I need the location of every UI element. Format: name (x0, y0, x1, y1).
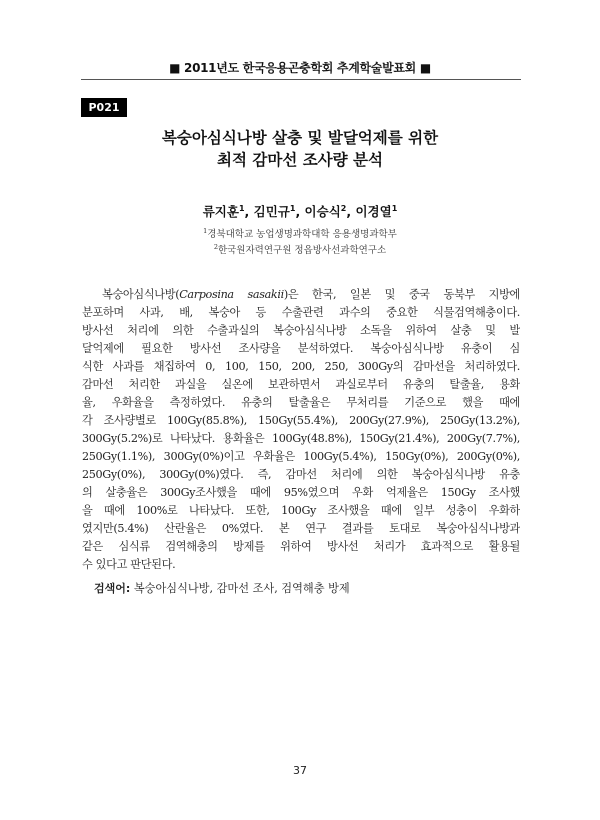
abstract-line: 율, 우화율을 측정하였다. 유충의 탈출율은 무처리를 기준으로 했을 때에 (82, 396, 520, 409)
running-header: ■ 2011년도 한국응용곤충학회 추계학술발표회 ■ (169, 61, 431, 75)
author-name: 류지훈 (202, 204, 239, 219)
author-affiliation-mark: 1 (238, 204, 245, 213)
abstract-line: 을 때에 100%로 나타났다. 또한, 100Gy 조사했을 때에 일부 성충이 우화하 (82, 504, 520, 517)
abstract-line: 300Gy(5.2%)로 나타났다. 용화율은 100Gy(48.8%), 150Gy(21.4%), 200Gy(7.7%), (82, 432, 520, 445)
abstract-line: 감마선 처리한 과실을 실온에 보관하면서 과실로부터 유충의 탈출율, 용화 (82, 378, 520, 391)
affiliation-line (0, 241, 600, 257)
keywords (94, 580, 524, 598)
affiliation-text: 경북대학교 농업생명과학대학 응용생명과학부 (207, 229, 397, 240)
title-line: 최적 감마선 조사량 분석 (217, 151, 383, 169)
abstract-line: 같은 심식류 검역해충의 방제를 위하여 방사선 처리가 효과적으로 활용될 (82, 540, 520, 553)
abstract-line: 분포하며 사과, 배, 복숭아 등 수출관련 과수의 중요한 식물검역해충이다. (82, 306, 520, 319)
title-line: 복숭아심식나방 살충 및 발달억제를 위한 (161, 129, 439, 147)
abstract-line (82, 286, 520, 304)
species-name: Carposina sasakii (179, 288, 284, 301)
author-name: 이승식 (304, 204, 341, 219)
abstract-line: 각 조사량별로 100Gy(85.8%), 150Gy(55.4%), 200Gy(27.9%), 250Gy(13.2%), (82, 414, 520, 427)
author-affiliation-mark: 1 (289, 204, 296, 213)
abstract-text: )은 한국, 일본 및 중국 동북부 지방에 (283, 288, 520, 301)
author-list: 류지훈$^1$, 김민규$^1$, 이승식$^2$, 이경열$^1$ (202, 204, 398, 219)
affiliation-text: 한국원자력연구원 정읍방사선과학연구소 (217, 245, 387, 256)
author-name: 이경열 (355, 204, 392, 219)
author-affiliation-mark: 1 (391, 204, 398, 213)
abstract-line: 의 살충율은 300Gy조사했을 때에 95%였으며 우화 억제율은 150Gy 조사했 (82, 486, 520, 499)
header-divider (81, 79, 521, 80)
affiliation-list (0, 225, 600, 257)
page-number: 37 (293, 764, 307, 777)
abstract-line: 250Gy(1.1%), 300Gy(0%)이고 우화율은 100Gy(5.4%), 150Gy(0%), 200Gy(0%), (82, 450, 520, 463)
paper-title (60, 127, 540, 171)
abstract-line: 250Gy(0%), 300Gy(0%)였다. 즉, 감마선 처리에 의한 복숭아심식나방 유충 (82, 468, 520, 481)
affiliation-mark: 2 (213, 243, 218, 251)
abstract-line: 였지만(5.4%) 산란율은 0%였다. 본 연구 결과를 토대로 복숭아심식나방과 (82, 522, 520, 535)
abstract-text: 복숭아심식나방( (102, 288, 180, 301)
abstract-line: 방사선 처리에 의한 수출과실의 복숭아심식나방 소독을 위하여 살충 및 발 (82, 324, 520, 337)
paper-code-badge: P021 (81, 98, 127, 117)
abstract-line: 수 있다고 판단된다. (82, 558, 176, 571)
affiliation-line (0, 225, 600, 241)
abstract-line: 식한 사과를 채집하여 0, 100, 150, 200, 250, 300Gy의 감마선을 처리하였다. (82, 360, 520, 373)
keywords-text: 복숭아심식나방, 감마선 조사, 검역해충 방제 (133, 582, 350, 595)
abstract-line: 달억제에 필요한 방사선 조사량을 분석하였다. 복숭아심식나방 유충이 심 (82, 342, 520, 355)
author-name: 김민규 (253, 204, 290, 219)
affiliation-mark: 1 (203, 227, 208, 235)
keywords-label: 검색어: (94, 582, 131, 595)
abstract-body (82, 286, 520, 574)
author-affiliation-mark: 2 (340, 204, 347, 213)
